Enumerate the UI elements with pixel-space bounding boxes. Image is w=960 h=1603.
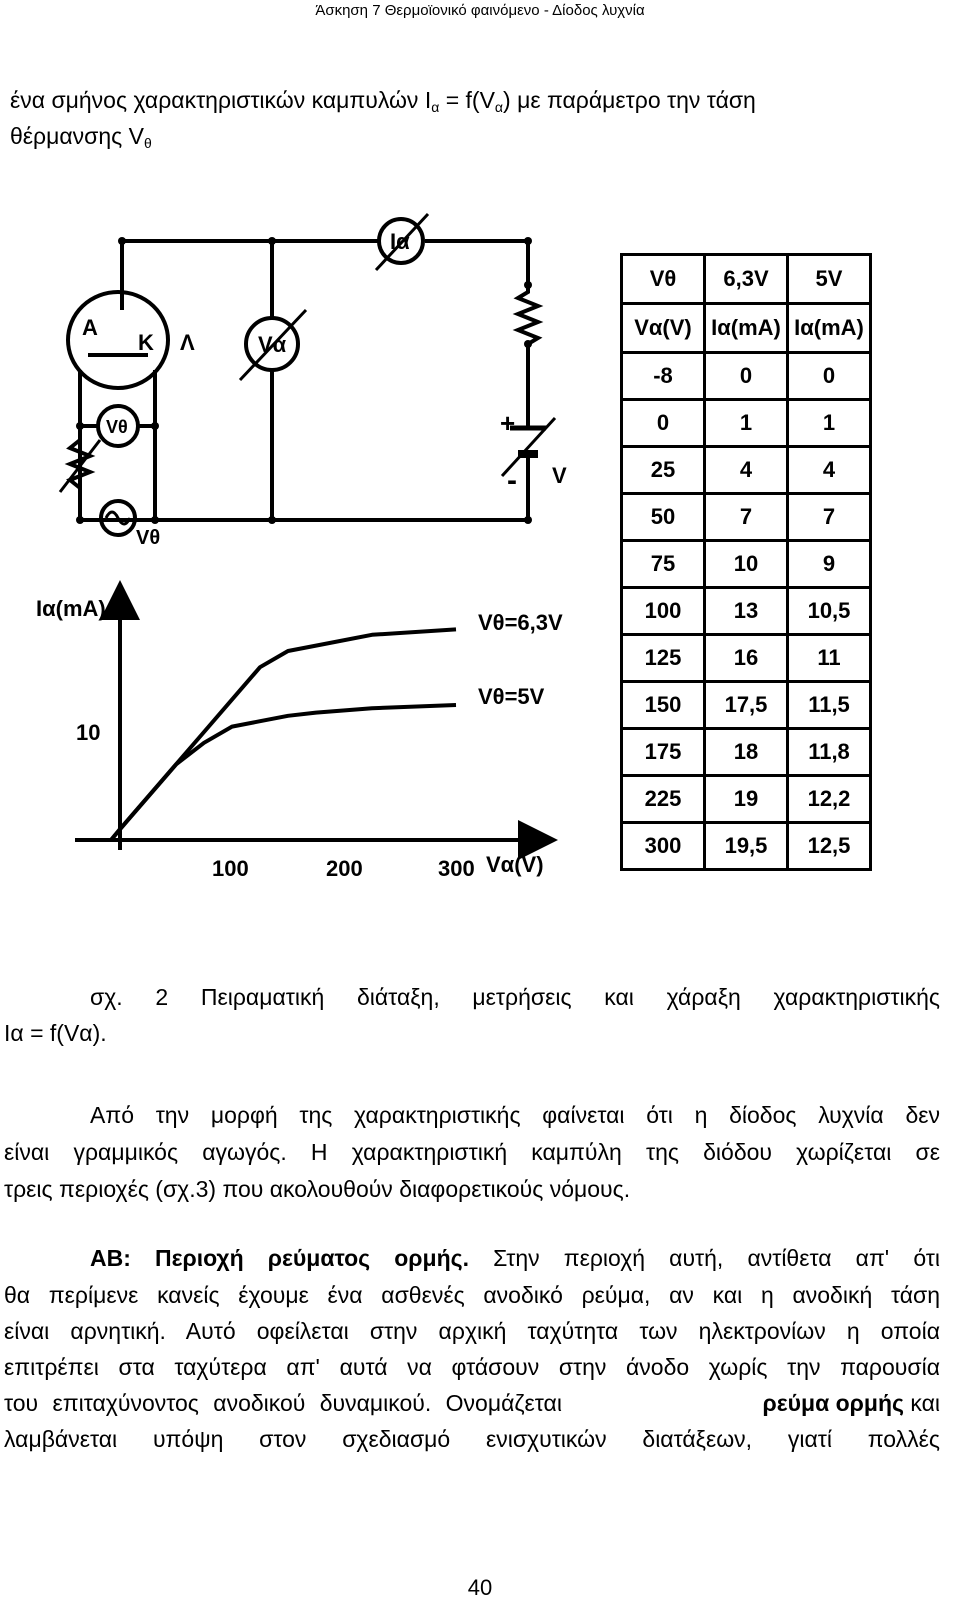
anode-label: Α (82, 315, 98, 340)
table-row (622, 494, 871, 541)
table-cell: -8 (622, 353, 705, 400)
x-tick-300: 300 (438, 856, 475, 881)
meter-va-label: Vα (258, 332, 287, 357)
table-row (622, 682, 871, 729)
table-cell: 10,5 (788, 588, 871, 635)
table-cell: 1 (705, 400, 788, 447)
table-head-cell: Vθ (622, 255, 705, 304)
para2-line-1: ΑΒ: Περιοχή ρεύματος ορμής. Στην περιοχή αυτή, αντίθετα απ' ότι (90, 1245, 940, 1271)
para2-line-2: θα περίμενε κανείς έχουμε ένα ασθενές ανοδικό ρεύμα, αν και η ανοδική τάση (4, 1282, 940, 1308)
section-heading-ab: ΑΒ: Περιοχή ρεύματος ορμής. (90, 1245, 469, 1271)
table-cell: 4 (705, 447, 788, 494)
y-tick-10: 10 (76, 720, 101, 745)
table-cell: 175 (622, 729, 705, 776)
table-row (622, 588, 871, 635)
table-row (622, 400, 871, 447)
table-cell: 0 (788, 353, 871, 400)
para1-line-3: τρεις περιοχές (σχ.3) που ακολουθούν διαφορετικούς νόμους. (4, 1176, 631, 1202)
para1-line-2: είναι γραμμικός αγωγός. Η χαρακτηριστική καμπύλη της διόδου χωρίζεται σε (4, 1139, 940, 1165)
table-cell: 300 (622, 823, 705, 870)
para1-line-1: Από την μορφή της χαρακτηριστικής φαίνεται ότι η δίοδος λυχνία δεν (90, 1102, 940, 1128)
table-cell: 11 (788, 635, 871, 682)
cathode-label: Κ (138, 330, 154, 355)
table-row (622, 729, 871, 776)
x-tick-200: 200 (326, 856, 363, 881)
table-cell: 150 (622, 682, 705, 729)
lambda-label: Λ (180, 330, 195, 355)
meter-ia-label: Ια (390, 229, 410, 254)
table-row (622, 635, 871, 682)
series-label-6-3v: Vθ=6,3V (478, 610, 563, 635)
para2-line-3: είναι αρνητική. Αυτό οφείλεται στην αρχική ταχύτητα των ηλεκτρονίων η οποία (4, 1318, 940, 1344)
series-label-5v: Vθ=5V (478, 684, 545, 709)
table-header-row-2 (622, 304, 871, 353)
table-head-cell: Ια(mA) (705, 304, 788, 353)
table-head-cell: Ια(mA) (788, 304, 871, 353)
battery-minus: - (507, 464, 517, 497)
table-cell: 225 (622, 776, 705, 823)
table-cell: 12,2 (788, 776, 871, 823)
table-row (622, 823, 871, 870)
table-cell: 17,5 (705, 682, 788, 729)
measurements-table (620, 253, 872, 871)
para2-line-5: του επιταχύνοντος ανοδικού δυναμικού. Ονομάζεται ρεύμα ορμής και (4, 1390, 940, 1416)
table-row (622, 447, 871, 494)
vth-source-label: Vθ (136, 527, 161, 549)
figure-caption-line-1: σχ. 2 Πειραματική διάταξη, μετρήσεις και χάραξη χαρακτηριστικής (90, 984, 940, 1010)
table-cell: 19,5 (705, 823, 788, 870)
y-axis-label: Ια(mA) (36, 596, 106, 621)
table-cell: 19 (705, 776, 788, 823)
characteristic-graph (36, 596, 563, 881)
table-cell: 18 (705, 729, 788, 776)
para2-line-6: λαμβάνεται υπόψη στον σχεδιασμό ενισχυτικών διατάξεων, γιατί πολλές (4, 1426, 940, 1452)
circuit-diagram (60, 214, 555, 535)
table-cell: 125 (622, 635, 705, 682)
table-head-cell: Vα(V) (622, 304, 705, 353)
table-cell: 1 (788, 400, 871, 447)
intro-line-2: θέρμανσης $V_\theta$ (10, 123, 152, 151)
battery-v-label: V (552, 463, 567, 488)
meter-vth-label: Vθ (106, 417, 128, 437)
x-tick-100: 100 (212, 856, 249, 881)
table-cell: 4 (788, 447, 871, 494)
figure-caption-line-2: Ια = f(Vα). (4, 1020, 107, 1046)
table-cell: 0 (622, 400, 705, 447)
table-cell: 12,5 (788, 823, 871, 870)
table-cell: 100 (622, 588, 705, 635)
table-row (622, 353, 871, 400)
table-cell: 7 (788, 494, 871, 541)
battery-plus: + (500, 408, 516, 438)
intro-line-1: ένα σμήνος χαρακτηριστικών καμπυλών $I_\alpha = f(V_\alpha)$ με παράμετρο την τάση (10, 87, 756, 115)
series-line-1 (111, 705, 456, 840)
running-header: Άσκηση 7 Θερμοϊονικό φαινόμενο - Δίοδος λυχνία (315, 2, 645, 19)
table-cell: 11,8 (788, 729, 871, 776)
x-axis-label: Vα(V) (486, 852, 544, 877)
table-head-cell: 6,3V (705, 255, 788, 304)
table-cell: 0 (705, 353, 788, 400)
table-cell: 13 (705, 588, 788, 635)
table-cell: 75 (622, 541, 705, 588)
table-cell: 7 (705, 494, 788, 541)
table-cell: 11,5 (788, 682, 871, 729)
table-cell: 25 (622, 447, 705, 494)
table-row (622, 541, 871, 588)
table-cell: 50 (622, 494, 705, 541)
table-cell: 9 (788, 541, 871, 588)
table-row (622, 776, 871, 823)
para2-line-4: επιτρέπει στα ταχύτερα απ' αυτά να φτάσουν στην άνοδο χωρίς την παρουσία (4, 1354, 940, 1380)
series-line-0 (111, 629, 456, 840)
page-number: 40 (467, 1575, 493, 1600)
table-head-cell: 5V (788, 255, 871, 304)
table-cell: 10 (705, 541, 788, 588)
table-header-row-1 (622, 255, 871, 304)
table-cell: 16 (705, 635, 788, 682)
